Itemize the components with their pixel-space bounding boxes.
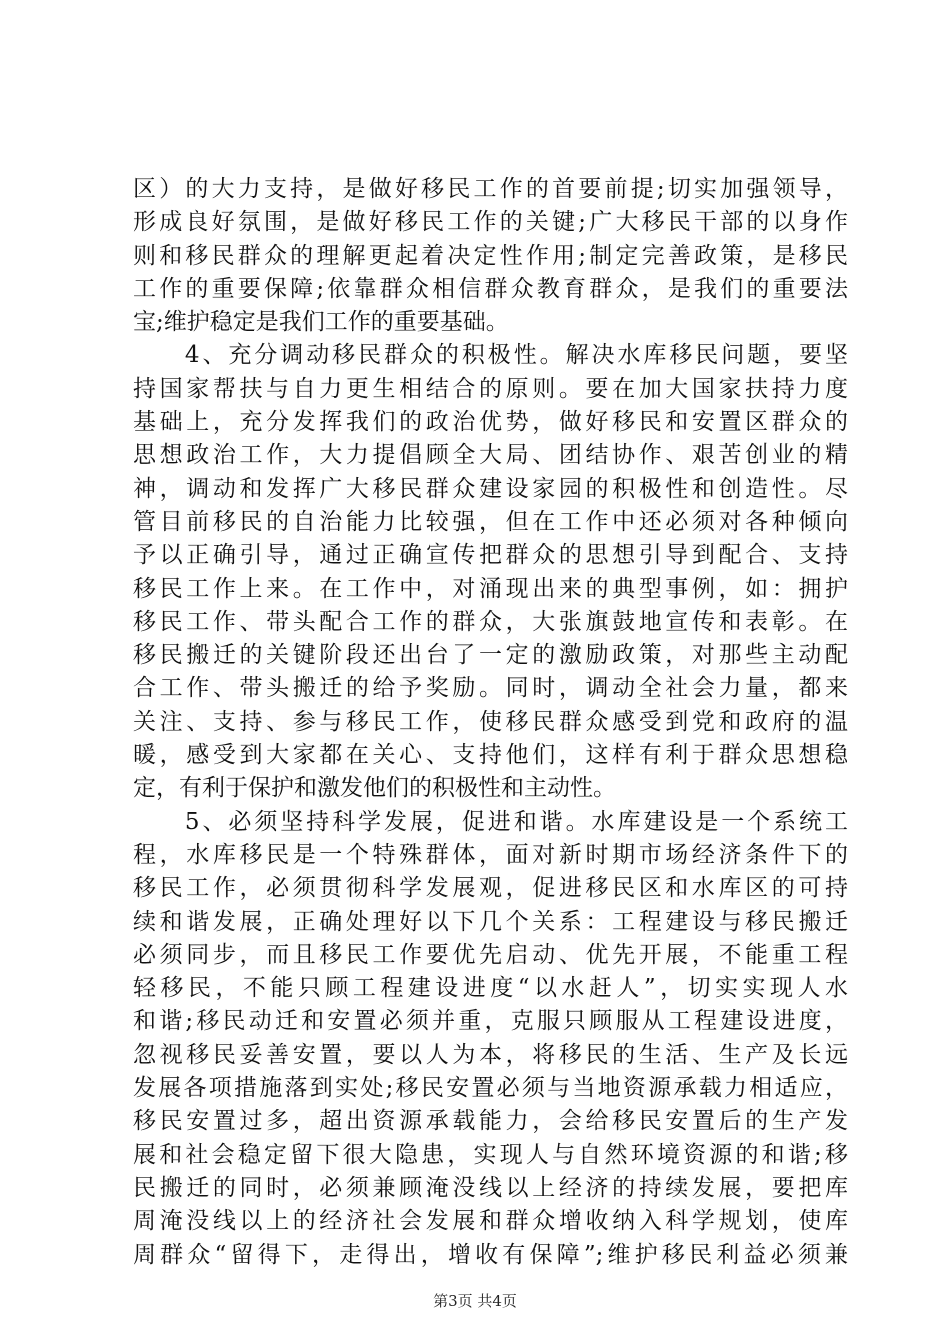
page-number-footer: 第3页 共4页 [433, 1292, 517, 1310]
text-line: 管目前移民的自治能力比较强，但在工作中还必须对各种倾向 [133, 508, 848, 535]
text-line: 轻移民，不能只顾工程建设进度“以水赶人”，切实实现人水 [133, 975, 848, 1002]
text-line: 宝;维护稳定是我们工作的重要基础。 [133, 309, 509, 336]
text-line: 民搬迁的同时，必须兼顾淹没线以上经济的持续发展，要把库 [133, 1174, 848, 1201]
text-line: 予以正确引导，通过正确宣传把群众的思想引导到配合、支持 [133, 542, 848, 569]
text-line: 周群众“留得下，走得出，增收有保障”;维护移民利益必须兼 [133, 1241, 848, 1268]
text-line: 忽视移民妥善安置，要以人为本，将移民的生活、生产及长远 [133, 1041, 848, 1068]
text-line: 周淹没线以上的经济社会发展和群众增收纳入科学规划，使库 [133, 1208, 848, 1235]
text-line: 展和社会稳定留下很大隐患，实现人与自然环境资源的和谐;移 [133, 1141, 848, 1168]
text-line: 移民工作、带头配合工作的群众，大张旗鼓地宣传和表彰。在 [133, 608, 848, 635]
text-line: 4、充分调动移民群众的积极性。解决水库移民问题，要坚 [133, 342, 848, 369]
text-line: 5、必须坚持科学发展，促进和谐。水库建设是一个系统工 [133, 808, 848, 835]
text-line: 关注、支持、参与移民工作，使移民群众感受到党和政府的温 [133, 708, 848, 735]
text-line: 合工作、带头搬迁的给予奖励。同时，调动全社会力量，都来 [133, 675, 848, 702]
text-line: 工作的重要保障;依靠群众相信群众教育群众，是我们的重要法 [133, 275, 848, 302]
text-line: 移民安置过多，超出资源承载能力，会给移民安置后的生产发 [133, 1108, 848, 1135]
text-line: 区）的大力支持，是做好移民工作的首要前提;切实加强领导， [133, 176, 848, 202]
text-line: 移民工作上来。在工作中，对涌现出来的典型事例，如：拥护 [133, 575, 848, 602]
text-line: 程，水库移民是一个特殊群体，面对新时期市场经济条件下的 [133, 841, 848, 868]
text-line: 移民搬迁的关键阶段还出台了一定的激励政策，对那些主动配 [133, 642, 848, 669]
text-line: 续和谐发展，正确处理好以下几个关系：工程建设与移民搬迁 [133, 908, 848, 935]
text-line: 和谐;移民动迁和安置必须并重，克服只顾服从工程建设进度， [133, 1008, 848, 1035]
text-line: 定，有利于保护和激发他们的积极性和主动性。 [133, 775, 616, 802]
text-line: 暖，感受到大家都在关心、支持他们，这样有利于群众思想稳 [133, 742, 848, 769]
text-line: 必须同步，而且移民工作要优先启动、优先开展，不能重工程 [133, 941, 848, 968]
text-line: 神，调动和发挥广大移民群众建设家园的积极性和创造性。尽 [133, 475, 848, 502]
text-line: 持国家帮扶与自力更生相结合的原则。要在加大国家扶持力度 [133, 375, 848, 402]
text-line: 思想政治工作，大力提倡顾全大局、团结协作、艰苦创业的精 [133, 442, 848, 469]
text-line: 则和移民群众的理解更起着决定性作用;制定完善政策，是移民 [133, 242, 848, 269]
text-line: 基础上，充分发挥我们的政治优势，做好移民和安置区群众的 [133, 409, 848, 436]
text-line: 形成良好氛围，是做好移民工作的关键;广大移民干部的以身作 [133, 209, 848, 236]
text-line: 移民工作，必须贯彻科学发展观，促进移民区和水库区的可持 [133, 875, 848, 902]
text-line: 发展各项措施落到实处;移民安置必须与当地资源承载力相适应， [133, 1075, 848, 1102]
body-text [133, 173, 848, 1272]
